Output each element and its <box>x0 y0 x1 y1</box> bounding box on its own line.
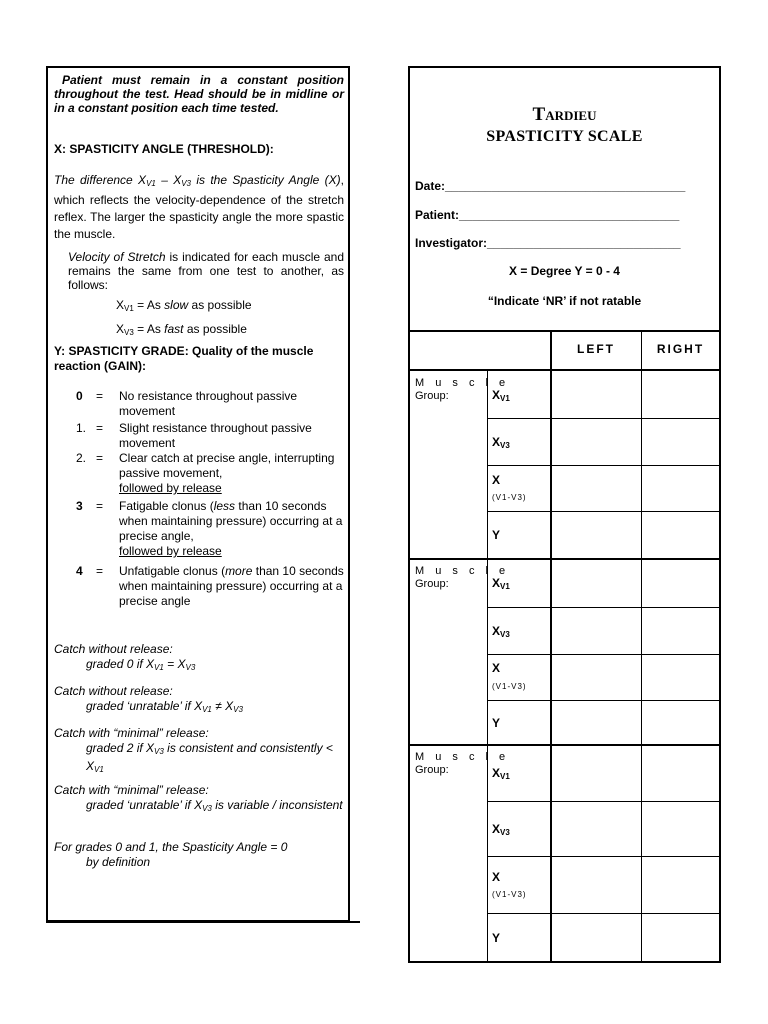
date-field[interactable]: Date:____________________________________ <box>415 179 686 193</box>
row-label-v1-v3: (V1-V3) <box>492 890 527 899</box>
form-title: Tardieu <box>532 104 597 125</box>
xv1-definition: $X_{V1} = As$ slow as possible <box>116 298 252 313</box>
intro-text: Patient must remain in a constant position throughout the test. Head should be in midline or in a constant position each time tested. <box>54 73 344 115</box>
row-divider <box>488 801 719 802</box>
row-label-xv1: $X_{V1}$ <box>492 388 510 403</box>
scoring-form <box>408 66 721 963</box>
row-divider <box>488 465 719 466</box>
row-label-v1-v3: (V1-V3) <box>492 493 527 502</box>
row-label-xv1: $X_{V1}$ <box>492 576 510 591</box>
row-divider <box>488 856 719 857</box>
row-label-v1-v3: (V1-V3) <box>492 682 527 691</box>
row-label-xv3: $X_{V3}$ <box>492 822 510 837</box>
catch-rule-4: Catch with “minimal” release: graded ‘unratable’ if $X_{V3}$ is variable / inconsistent <box>54 783 343 813</box>
instructions-panel: Patient must remain in a constant position throughout the test. Head should be in midline or in a constant position each time tested. X: SPASTICITY ANGLE (THRESHOLD): The difference $X_{V1} - X_{V3}$ is the Spasticity Angle (X), which reflects the velocity-dependence of the stretch reflex. The larger the spasticity angle the more spastic the muscle. Velocity of Stretch is indicated for each muscle and remains the same from one test to another, as follows: $X_{V1} = As$ slow as possible $X_{V3} = As$ fast as possible Y: SPASTICITY GRADE: Quality of the muscle reaction (GAIN): 0 = No resistance throughout passive movement 1. = Slight resistance throughout passive movement 2. = Clear catch at precise angle, interrupting passive movement, followed by release 3 = Fatigable clonus (less than 10 seconds when maintaining pressure) occurring at a precise angle, followed by release 4 = Unfatigable clonus (more than 10 seconds when maintaining pressure) occurring at a precise angle Catch without release: graded 0 if $X_{V1} = X_{V3}$ Catch without release: graded ‘unratable’ if $X_{V1} \ne X_{V3}$ Catch with “minimal” release: graded 2 if $X_{V3}$ is consistent and consistently < $X_{V1}$ Catch with “minimal” release: graded ‘unratable’ if $X_{V3}$ is variable / inconsistent For grades 0 and 1, the Spasticity Angle = 0 by definition <box>46 66 350 922</box>
row-divider <box>488 607 719 608</box>
row-divider <box>488 700 719 701</box>
patient-field[interactable]: Patient:_________________________________ <box>415 208 680 222</box>
column-divider <box>641 330 642 963</box>
column-divider <box>550 330 552 963</box>
group-divider <box>410 558 719 560</box>
grades-0-1-note: For grades 0 and 1, the Spasticity Angle = 0 by definition <box>54 840 288 869</box>
y-heading: Y: SPASTICITY GRADE: Quality of the muscle reaction (GAIN): <box>54 344 314 373</box>
row-label-xv1: $X_{V1}$ <box>492 766 510 781</box>
row-label-y: Y <box>492 931 501 945</box>
muscle-group-label: M u s c l e Group: <box>415 751 510 776</box>
header-bottom-border <box>410 369 719 371</box>
row-label-xv3: $X_{V3}$ <box>492 435 510 450</box>
form-subtitle: SPASTICITY SCALE <box>486 128 643 145</box>
degree-grade-legend: X = Degree Y = 0 - 4 <box>509 264 620 278</box>
x-heading: X: SPASTICITY ANGLE (THRESHOLD): <box>54 142 274 156</box>
row-label-y: Y <box>492 716 501 730</box>
row-label-x: X <box>492 473 501 487</box>
row-label-x: X <box>492 870 501 884</box>
row-divider <box>488 418 719 419</box>
row-label-x: X <box>492 661 501 675</box>
muscle-group-label: M u s c l e Group: <box>415 565 510 590</box>
row-label-y: Y <box>492 528 501 542</box>
xv3-definition: $X_{V3} = As$ fast as possible <box>116 322 247 337</box>
x-paragraph: The difference $X_{V1} - X_{V3}$ is the Spasticity Angle (X), which reflects the velocity-dependence of the stretch reflex. The larger the spasticity angle the more spastic the muscle. <box>54 173 344 241</box>
row-divider <box>488 913 719 914</box>
column-divider <box>487 370 488 963</box>
catch-rule-2: Catch without release: graded ‘unratable’ if $X_{V1} \ne X_{V3}$ <box>54 684 243 714</box>
row-divider <box>488 654 719 655</box>
catch-rule-3: Catch with “minimal” release: graded 2 if $X_{V3}$ is consistent and consistently < $X_{V1}$ <box>54 726 333 774</box>
column-header-right: RIGHT <box>656 342 705 356</box>
catch-rule-1: Catch without release: graded 0 if $X_{V1} = X_{V3}$ <box>54 642 196 672</box>
investigator-field[interactable]: Investigator:_____________________________ <box>415 236 681 250</box>
row-divider <box>488 511 719 512</box>
panel-underline <box>46 921 360 923</box>
row-label-xv3: $X_{V3}$ <box>492 624 510 639</box>
velocity-paragraph: Velocity of Stretch is indicated for each muscle and remains the same from one test to another, as follows: <box>68 250 345 292</box>
table-top-border <box>410 330 719 332</box>
column-header-left: LEFT <box>577 342 615 356</box>
not-ratable-note: “Indicate ‘NR’ if not ratable <box>487 294 642 308</box>
group-divider <box>410 744 719 746</box>
muscle-group-label: M u s c l e Group: <box>415 377 510 402</box>
